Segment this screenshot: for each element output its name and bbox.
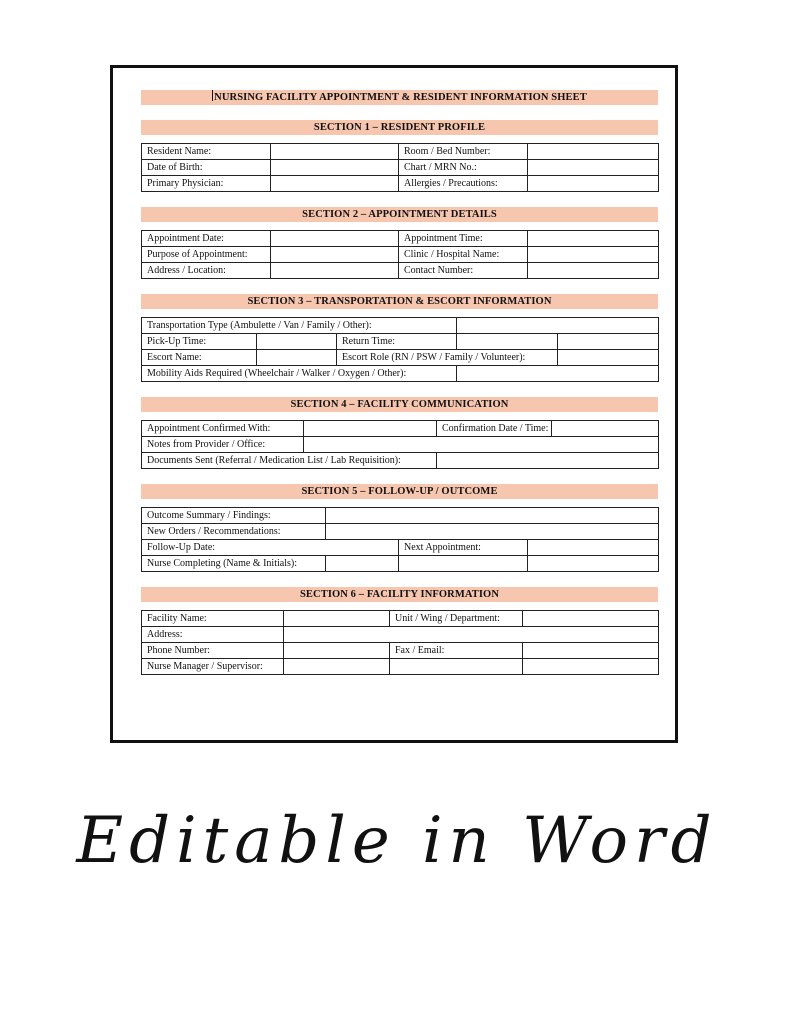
contact-number-field[interactable] xyxy=(528,263,659,279)
table-row xyxy=(142,508,659,524)
section-6-table xyxy=(141,610,659,675)
resident-name-field[interactable] xyxy=(271,144,399,160)
field-label: Confirmation Date / Time: xyxy=(437,421,552,437)
purpose-field[interactable] xyxy=(271,247,399,263)
caption-text: Editable in Word xyxy=(76,804,718,878)
clinic-field[interactable] xyxy=(528,247,659,263)
physician-field[interactable] xyxy=(271,176,399,192)
transport-type-field[interactable] xyxy=(457,318,659,334)
field-label: Unit / Wing / Department: xyxy=(390,611,523,627)
field-label: Address: xyxy=(142,627,284,643)
table-row xyxy=(142,318,659,334)
new-orders-field[interactable] xyxy=(326,524,659,540)
field-label: Primary Physician: xyxy=(142,176,271,192)
fax-email-field[interactable] xyxy=(523,643,659,659)
field-label: Transportation Type (Ambulette / Van / Family / Other): xyxy=(142,318,457,334)
section-3-heading: SECTION 3 – TRANSPORTATION & ESCORT INFORMATION xyxy=(141,294,658,309)
table-row xyxy=(142,453,659,469)
field-label: Mobility Aids Required (Wheelchair / Walker / Oxygen / Other): xyxy=(142,366,457,382)
escort-name-field[interactable] xyxy=(257,350,337,366)
table-row xyxy=(142,366,659,382)
section-2-heading: SECTION 2 – APPOINTMENT DETAILS xyxy=(141,207,658,222)
field-label: Facility Name: xyxy=(142,611,284,627)
table-row xyxy=(142,556,659,572)
field-label: New Orders / Recommendations: xyxy=(142,524,326,540)
field-label: Pick-Up Time: xyxy=(142,334,257,350)
appointment-time-field[interactable] xyxy=(528,231,659,247)
table-row xyxy=(142,231,659,247)
section-6-heading: SECTION 6 – FACILITY INFORMATION xyxy=(141,587,658,602)
table-row xyxy=(142,160,659,176)
table-row xyxy=(142,421,659,437)
field-label: Allergies / Precautions: xyxy=(399,176,528,192)
address-location-field[interactable] xyxy=(271,263,399,279)
field-label: Chart / MRN No.: xyxy=(399,160,528,176)
mobility-aids-field[interactable] xyxy=(457,366,659,382)
outcome-summary-field[interactable] xyxy=(326,508,659,524)
field-label: Appointment Confirmed With: xyxy=(142,421,304,437)
field-label: Resident Name: xyxy=(142,144,271,160)
nurse-completing-field[interactable] xyxy=(326,556,399,572)
table-row xyxy=(142,659,659,675)
room-bed-field[interactable] xyxy=(528,144,659,160)
field-label: Documents Sent (Referral / Medication List / Lab Requisition): xyxy=(142,453,437,469)
field-label: Phone Number: xyxy=(142,643,284,659)
table-row xyxy=(142,334,659,350)
field-label: Escort Role (RN / PSW / Family / Volunteer): xyxy=(337,350,558,366)
dob-field[interactable] xyxy=(271,160,399,176)
confirmed-with-field[interactable] xyxy=(304,421,437,437)
field-label: Return Time: xyxy=(337,334,457,350)
field-label: Address / Location: xyxy=(142,263,271,279)
section-5-table xyxy=(141,507,659,572)
confirmation-date-field[interactable] xyxy=(552,421,659,437)
field-label: Appointment Date: xyxy=(142,231,271,247)
field-label: Nurse Completing (Name & Initials): xyxy=(142,556,326,572)
section-4-heading: SECTION 4 – FACILITY COMMUNICATION xyxy=(141,397,658,412)
section-1-table xyxy=(141,143,659,192)
appointment-date-field[interactable] xyxy=(271,231,399,247)
field-label: Purpose of Appointment: xyxy=(142,247,271,263)
documents-sent-field[interactable] xyxy=(437,453,659,469)
section-3-table xyxy=(141,317,659,382)
field-label: Escort Name: xyxy=(142,350,257,366)
next-appointment-field[interactable] xyxy=(528,540,659,556)
table-row xyxy=(142,540,659,556)
section-5-heading: SECTION 5 – FOLLOW-UP / OUTCOME xyxy=(141,484,658,499)
unit-field[interactable] xyxy=(523,611,659,627)
facility-address-field[interactable] xyxy=(284,627,659,643)
table-row xyxy=(142,176,659,192)
table-row xyxy=(142,247,659,263)
caption xyxy=(0,790,794,900)
table-row xyxy=(142,627,659,643)
section-4-table xyxy=(141,420,659,469)
table-row xyxy=(142,643,659,659)
section-2-table xyxy=(141,230,659,279)
document-title-text: NURSING FACILITY APPOINTMENT & RESIDENT INFORMATION SHEET xyxy=(214,92,587,103)
form-content xyxy=(141,90,658,675)
facility-name-field[interactable] xyxy=(284,611,390,627)
chart-mrn-field[interactable] xyxy=(528,160,659,176)
table-row xyxy=(142,263,659,279)
nurse-signature-field[interactable] xyxy=(528,556,659,572)
document-page xyxy=(110,65,678,743)
field-label: Room / Bed Number: xyxy=(399,144,528,160)
field-label: Clinic / Hospital Name: xyxy=(399,247,528,263)
table-row xyxy=(142,437,659,453)
table-row xyxy=(142,144,659,160)
phone-field[interactable] xyxy=(284,643,390,659)
editable-in-word-script xyxy=(76,790,718,900)
field-label: Contact Number: xyxy=(399,263,528,279)
nurse-initials-field[interactable] xyxy=(399,556,528,572)
field-label: Follow-Up Date: xyxy=(142,540,399,556)
text-cursor xyxy=(212,90,213,101)
field-label: Next Appointment: xyxy=(399,540,528,556)
manager-signature-field[interactable] xyxy=(523,659,659,675)
table-row xyxy=(142,524,659,540)
document-title xyxy=(141,90,658,105)
escort-role-field[interactable] xyxy=(558,350,659,366)
return-time-extra-field[interactable] xyxy=(558,334,659,350)
field-label: Nurse Manager / Supervisor: xyxy=(142,659,284,675)
pickup-time-field[interactable] xyxy=(257,334,337,350)
table-row xyxy=(142,350,659,366)
section-1-heading: SECTION 1 – RESIDENT PROFILE xyxy=(141,120,658,135)
field-label: Notes from Provider / Office: xyxy=(142,437,304,453)
manager-extra-field[interactable] xyxy=(390,659,523,675)
table-row xyxy=(142,611,659,627)
allergies-field[interactable] xyxy=(528,176,659,192)
field-label: Outcome Summary / Findings: xyxy=(142,508,326,524)
return-time-field[interactable] xyxy=(457,334,558,350)
field-label: Date of Birth: xyxy=(142,160,271,176)
field-label: Fax / Email: xyxy=(390,643,523,659)
manager-field[interactable] xyxy=(284,659,390,675)
provider-notes-field[interactable] xyxy=(304,437,659,453)
field-label: Appointment Time: xyxy=(399,231,528,247)
